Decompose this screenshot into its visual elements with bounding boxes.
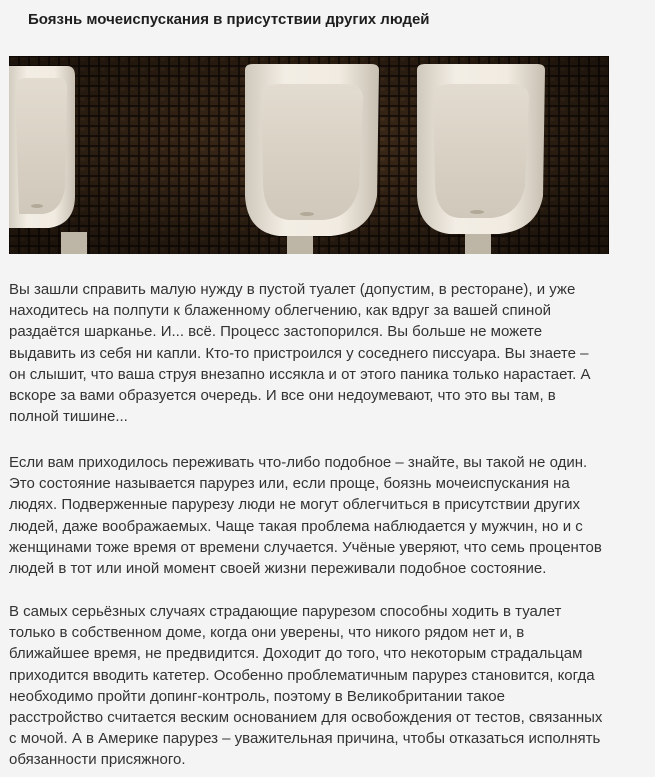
paragraph-line: раздаётся шарканье. И... всё. Процесс застопорился. Вы больше не можете: [9, 323, 543, 341]
paragraph-line: приходится вводить катетер. Особенно проблематичным парурез становится, когда: [9, 666, 595, 684]
paragraph-line: расстройство считается веским основанием для освобождения от тестов, связанных: [9, 709, 603, 727]
paragraph-line: с мочой. А в Америке парурез – уважительная причина, чтобы отказаться исполнять: [9, 730, 601, 748]
article-title: Боязнь мочеиспускания в присутствии других людей: [28, 11, 430, 28]
paragraph-line: обязанности присяжного.: [9, 751, 186, 769]
paragraph-line: он слышит, что ваша струя внезапно иссякла и от этого паника только нарастает. А: [9, 365, 591, 383]
paragraph-line: Это состояние называется парурез или, если проще, боязнь мочеиспускания на: [9, 475, 570, 493]
paragraph-line: полной тишине...: [9, 408, 128, 426]
paragraph-line: В самых серьёзных случаях страдающие парурезом способны ходить в туалет: [9, 603, 562, 620]
paragraph-line: находитесь на полпути к блаженному облегчению, как вдруг за вашей спиной: [9, 302, 552, 320]
paragraph-line: выдавить из себя ни капли. Кто-то пристроился у соседнего писсуара. Вы знаете –: [9, 344, 589, 362]
paragraph-line: только в собственном доме, когда они уверены, что никого рядом нет и, в: [9, 624, 525, 642]
article-paragraph-2: [9, 452, 651, 579]
urinals-photo-icon: [9, 56, 609, 254]
paragraph-line: необходимо пройти допинг-контроль, поэтому в Великобритании такое: [9, 687, 505, 705]
article-paragraph-3: [9, 601, 651, 771]
paragraph-line: людей, даже воображаемых. Чаще такая проблема наблюдается у мужчин, но и с: [9, 517, 583, 535]
article-paragraph-1: [9, 279, 651, 427]
paragraph-line: женщинами тоже время от времени случается. Учёные уверяют, что семь процентов: [9, 538, 602, 556]
paragraph-line: Если вам приходилось переживать что-либо подобное – знайте, вы такой не один.: [9, 454, 588, 471]
paragraph-line: людей в тот или иной момент своей жизни переживали подобное состояние.: [9, 560, 547, 578]
paragraph-line: людях. Подверженные парурезу люди не могут облегчиться в присутствии других: [9, 496, 580, 514]
paragraph-line: вскоре за вами образуется очередь. И все они недоумевают, что это вы там, в: [9, 387, 556, 405]
paragraph-line: ближайшее время, не предвидится. Доходит до того, что некоторым страдальцам: [9, 645, 583, 663]
paragraph-line: Вы зашли справить малую нужду в пустой туалет (допустим, в ресторане), и уже: [9, 281, 576, 298]
article-photo: [9, 56, 609, 254]
